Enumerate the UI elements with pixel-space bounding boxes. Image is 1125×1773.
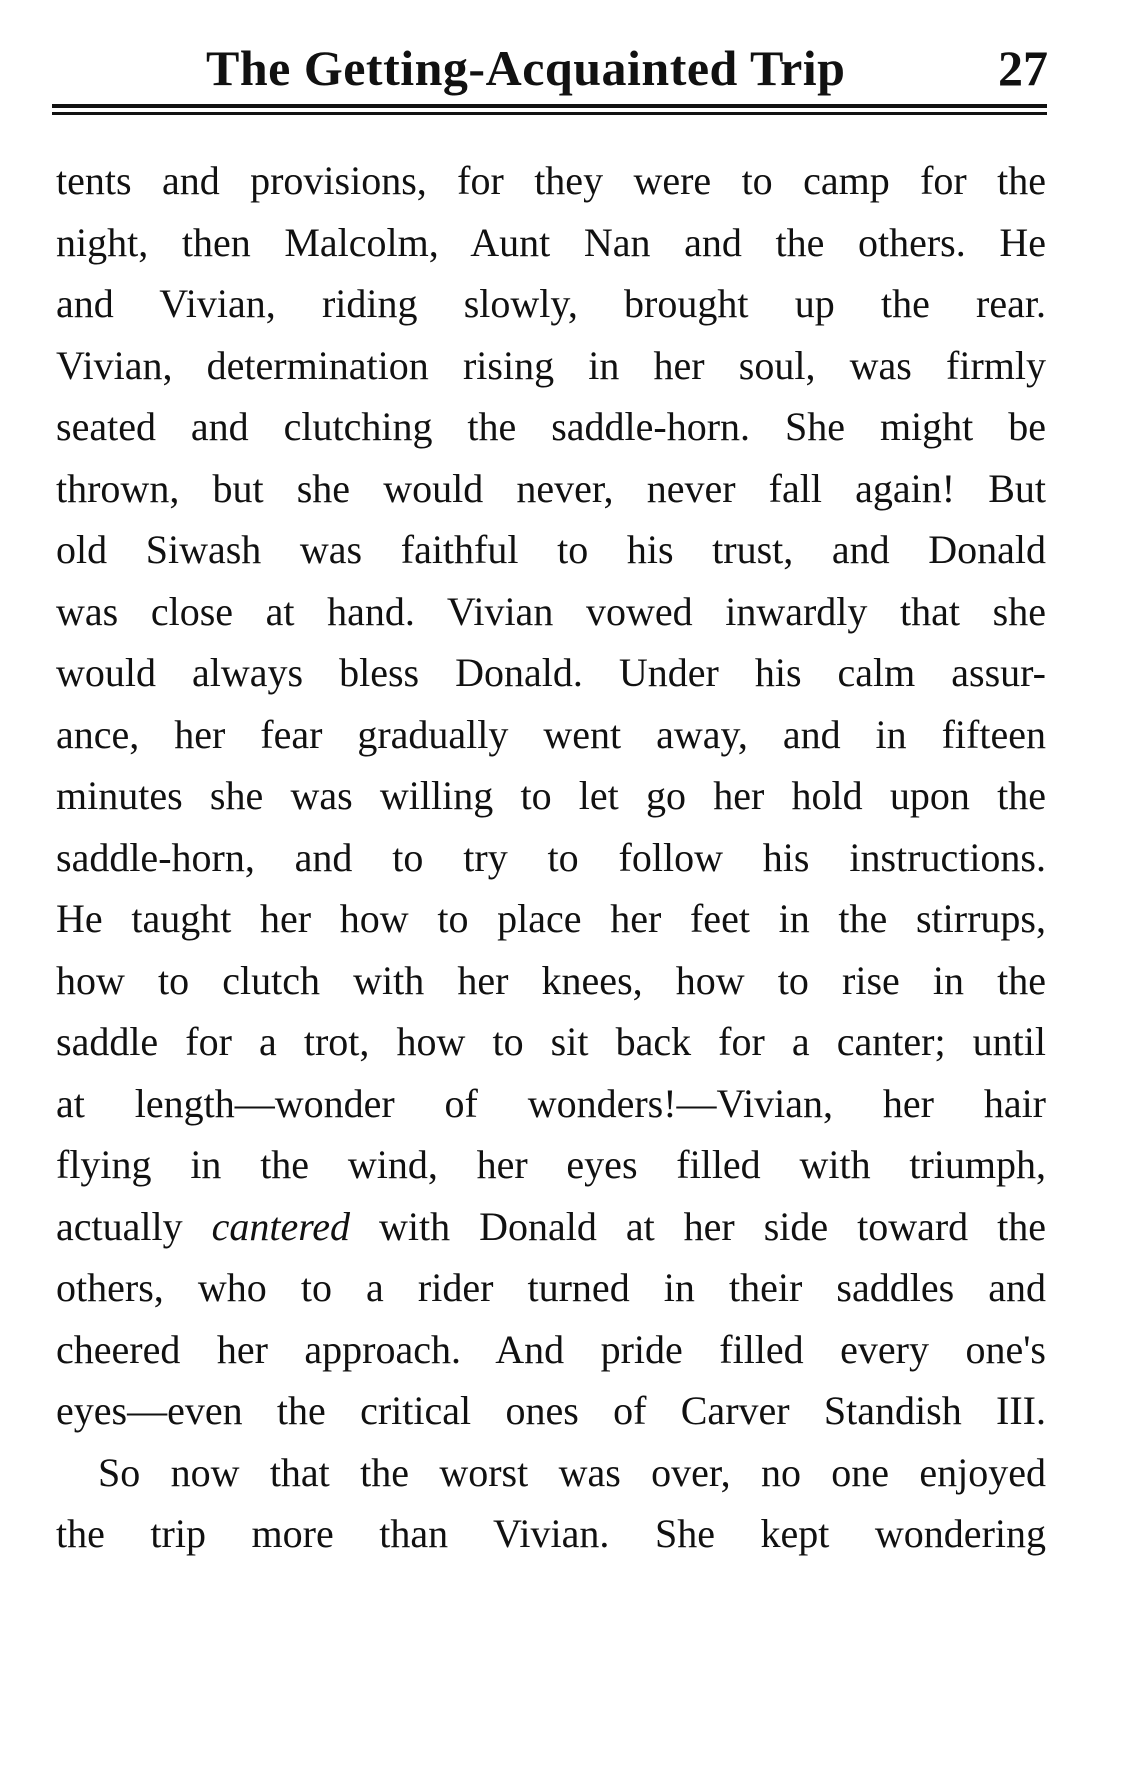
text-line: seated and clutching the saddle-horn. She might be: [56, 404, 1046, 449]
text-line: saddle-horn, and to try to follow his instructions.: [56, 834, 1046, 880]
text-line: how to clutch with her knees, how to rise in the: [56, 957, 1046, 1003]
text-segment: actually: [56, 1203, 212, 1249]
text-line: flying in the wind, her eyes filled with triumph,: [56, 1142, 1046, 1187]
text-line: at length—wonder of wonders!—Vivian, her hair: [56, 1080, 1046, 1126]
header-rule-thick: [52, 104, 1047, 108]
text-line: ance, her fear gradually went away, and in fifteen: [56, 711, 1046, 757]
text-line: eyes—even the critical ones of Carver Standish III.: [56, 1388, 1046, 1433]
running-head: [56, 38, 1048, 98]
text-line: tents and provisions, for they were to camp for the: [56, 158, 1046, 203]
text-line: was close at hand. Vivian vowed inwardly that she: [56, 588, 1046, 634]
text-line: the trip more than Vivian. She kept wondering: [56, 1511, 1046, 1556]
text-line: saddle for a trot, how to sit back for a canter; until: [56, 1019, 1046, 1064]
italic-word: cantered: [211, 1203, 351, 1249]
text-line: others, who to a rider turned in their saddles and: [56, 1265, 1046, 1310]
running-title: The Getting-Acquainted Trip: [206, 40, 846, 96]
text-segment: with Donald at her side toward the: [350, 1203, 1046, 1249]
text-line: night, then Malcolm, Aunt Nan and the others. He: [56, 219, 1046, 265]
text-line: would always bless Donald. Under his calm assur-: [56, 650, 1046, 695]
text-line: He taught her how to place her feet in the stirrups,: [56, 896, 1046, 941]
body-text: [56, 150, 1046, 1565]
page-number: 27: [998, 40, 1048, 96]
text-line: minutes she was willing to let go her hold upon the: [56, 773, 1046, 818]
text-line: and Vivian, riding slowly, brought up the rear.: [56, 281, 1046, 326]
text-line: thrown, but she would never, never fall again! But: [56, 465, 1046, 511]
text-line: old Siwash was faithful to his trust, and Donald: [56, 527, 1046, 572]
text-line-with-italic: [56, 1196, 1046, 1258]
paragraph-start-line: So now that the worst was over, no one enjoyed: [98, 1449, 1046, 1495]
text-line: cheered her approach. And pride filled every one's: [56, 1326, 1046, 1372]
header-rule-thin: [52, 112, 1047, 115]
text-line: Vivian, determination rising in her soul, was firmly: [56, 342, 1046, 388]
